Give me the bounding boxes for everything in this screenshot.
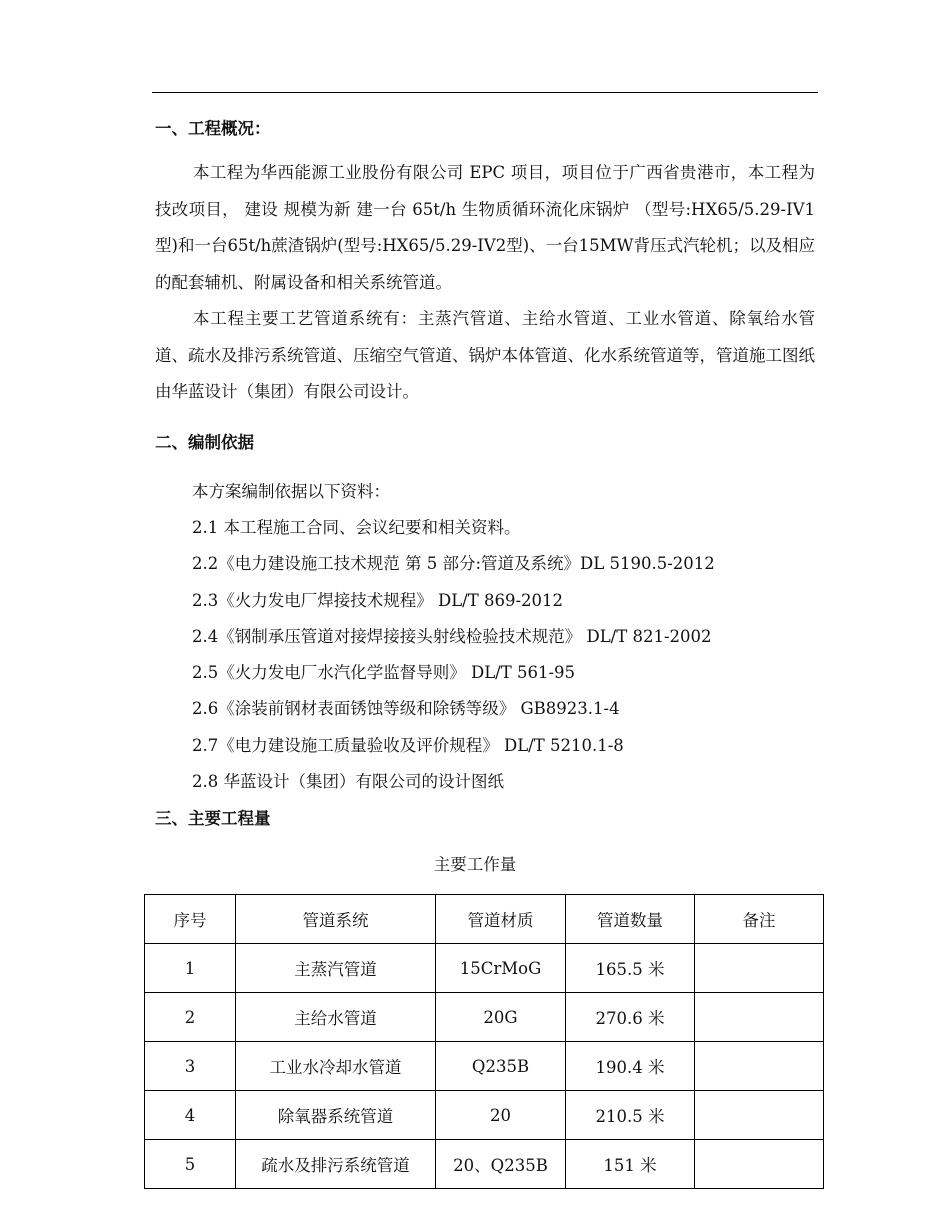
reference-item: 2.1 本工程施工合同、会议纪要和相关资料。 xyxy=(192,518,521,537)
table-cell: 工业水冷却水管道 xyxy=(236,1042,436,1091)
table-row xyxy=(145,944,824,993)
table-caption: 主要工作量 xyxy=(433,855,517,874)
table-cell: 2 xyxy=(145,993,236,1042)
table-cell: 20、Q235B xyxy=(436,1140,566,1189)
table-header-row xyxy=(145,895,824,944)
table-cell: 15CrMoG xyxy=(436,944,566,993)
table-row xyxy=(145,1140,824,1189)
table-cell: 20 xyxy=(436,1091,566,1140)
header-rule xyxy=(152,92,818,93)
table-row xyxy=(145,1091,824,1140)
table-cell xyxy=(695,993,824,1042)
table-cell: 5 xyxy=(145,1140,236,1189)
quantity-table xyxy=(144,894,824,1189)
table-row xyxy=(145,1042,824,1091)
table-cell: 1 xyxy=(145,944,236,993)
table-cell: 疏水及排污系统管道 xyxy=(236,1140,436,1189)
table-cell: 4 xyxy=(145,1091,236,1140)
table-cell: Q235B xyxy=(436,1042,566,1091)
table-cell: 165.5 米 xyxy=(566,944,695,993)
column-header: 备注 xyxy=(695,895,824,944)
reference-item: 2.6《涂装前钢材表面锈蚀等级和除锈等级》 GB8923.1-4 xyxy=(192,699,620,718)
section-1-paragraph-2: 本工程主要工艺管道系统有：主蒸汽管道、主给水管道、工业水管道、除氧给水管道、疏水及排污系统管道、压缩空气管道、锅炉本体管道、化水系统管道等，管道施工图纸由华蓝设计（集团）有限公司设计。 xyxy=(155,309,815,401)
reference-item: 2.5《火力发电厂水汽化学监督导则》 DL/T 561-95 xyxy=(192,663,576,682)
table-row xyxy=(145,993,824,1042)
table-cell xyxy=(695,1091,824,1140)
table-cell xyxy=(695,1140,824,1189)
table-cell: 270.6 米 xyxy=(566,993,695,1042)
table-cell: 主给水管道 xyxy=(236,993,436,1042)
section-1-heading: 一、工程概况： xyxy=(155,119,271,138)
column-header: 序号 xyxy=(145,895,236,944)
table-cell: 主蒸汽管道 xyxy=(236,944,436,993)
section-2-heading: 二、编制依据 xyxy=(155,433,254,452)
section-2-intro: 本方案编制依据以下资料： xyxy=(192,482,390,501)
reference-item: 2.4《钢制承压管道对接焊接接头射线检验技术规范》 DL/T 821-2002 xyxy=(192,627,712,646)
reference-item: 2.8 华蓝设计（集团）有限公司的设计图纸 xyxy=(192,772,504,791)
reference-item: 2.7《电力建设施工质量验收及评价规程》 DL/T 5210.1-8 xyxy=(192,736,624,755)
table-cell xyxy=(695,1042,824,1091)
table-cell: 3 xyxy=(145,1042,236,1091)
table-cell: 210.5 米 xyxy=(566,1091,695,1140)
reference-item: 2.3《火力发电厂焊接技术规程》 DL/T 869-2012 xyxy=(192,591,564,610)
section-1-paragraph-1: 本工程为华西能源工业股份有限公司 EPC 项目，项目位于广西省贵港市，本工程为技改项目， 建设 规模为新 建一台 65t/h 生物质循环流化床锅炉 （型号:HX65/5.29-IV1 型)和一台65t/h蔗渣锅炉(型号:HX65/5.29-IV2型)、一台15MW背压式汽轮机；以及相应的配套辅机、附属设备和相关系统管道。 xyxy=(155,163,815,292)
table-cell xyxy=(695,944,824,993)
column-header: 管道数量 xyxy=(566,895,695,944)
column-header: 管道材质 xyxy=(436,895,566,944)
table-cell: 20G xyxy=(436,993,566,1042)
table-cell: 190.4 米 xyxy=(566,1042,695,1091)
column-header: 管道系统 xyxy=(236,895,436,944)
reference-item: 2.2《电力建设施工技术规范 第 5 部分:管道及系统》DL 5190.5-2012 xyxy=(192,554,715,573)
section-3-heading: 三、主要工程量 xyxy=(155,809,271,828)
table-cell: 151 米 xyxy=(566,1140,695,1189)
table-cell: 除氧器系统管道 xyxy=(236,1091,436,1140)
